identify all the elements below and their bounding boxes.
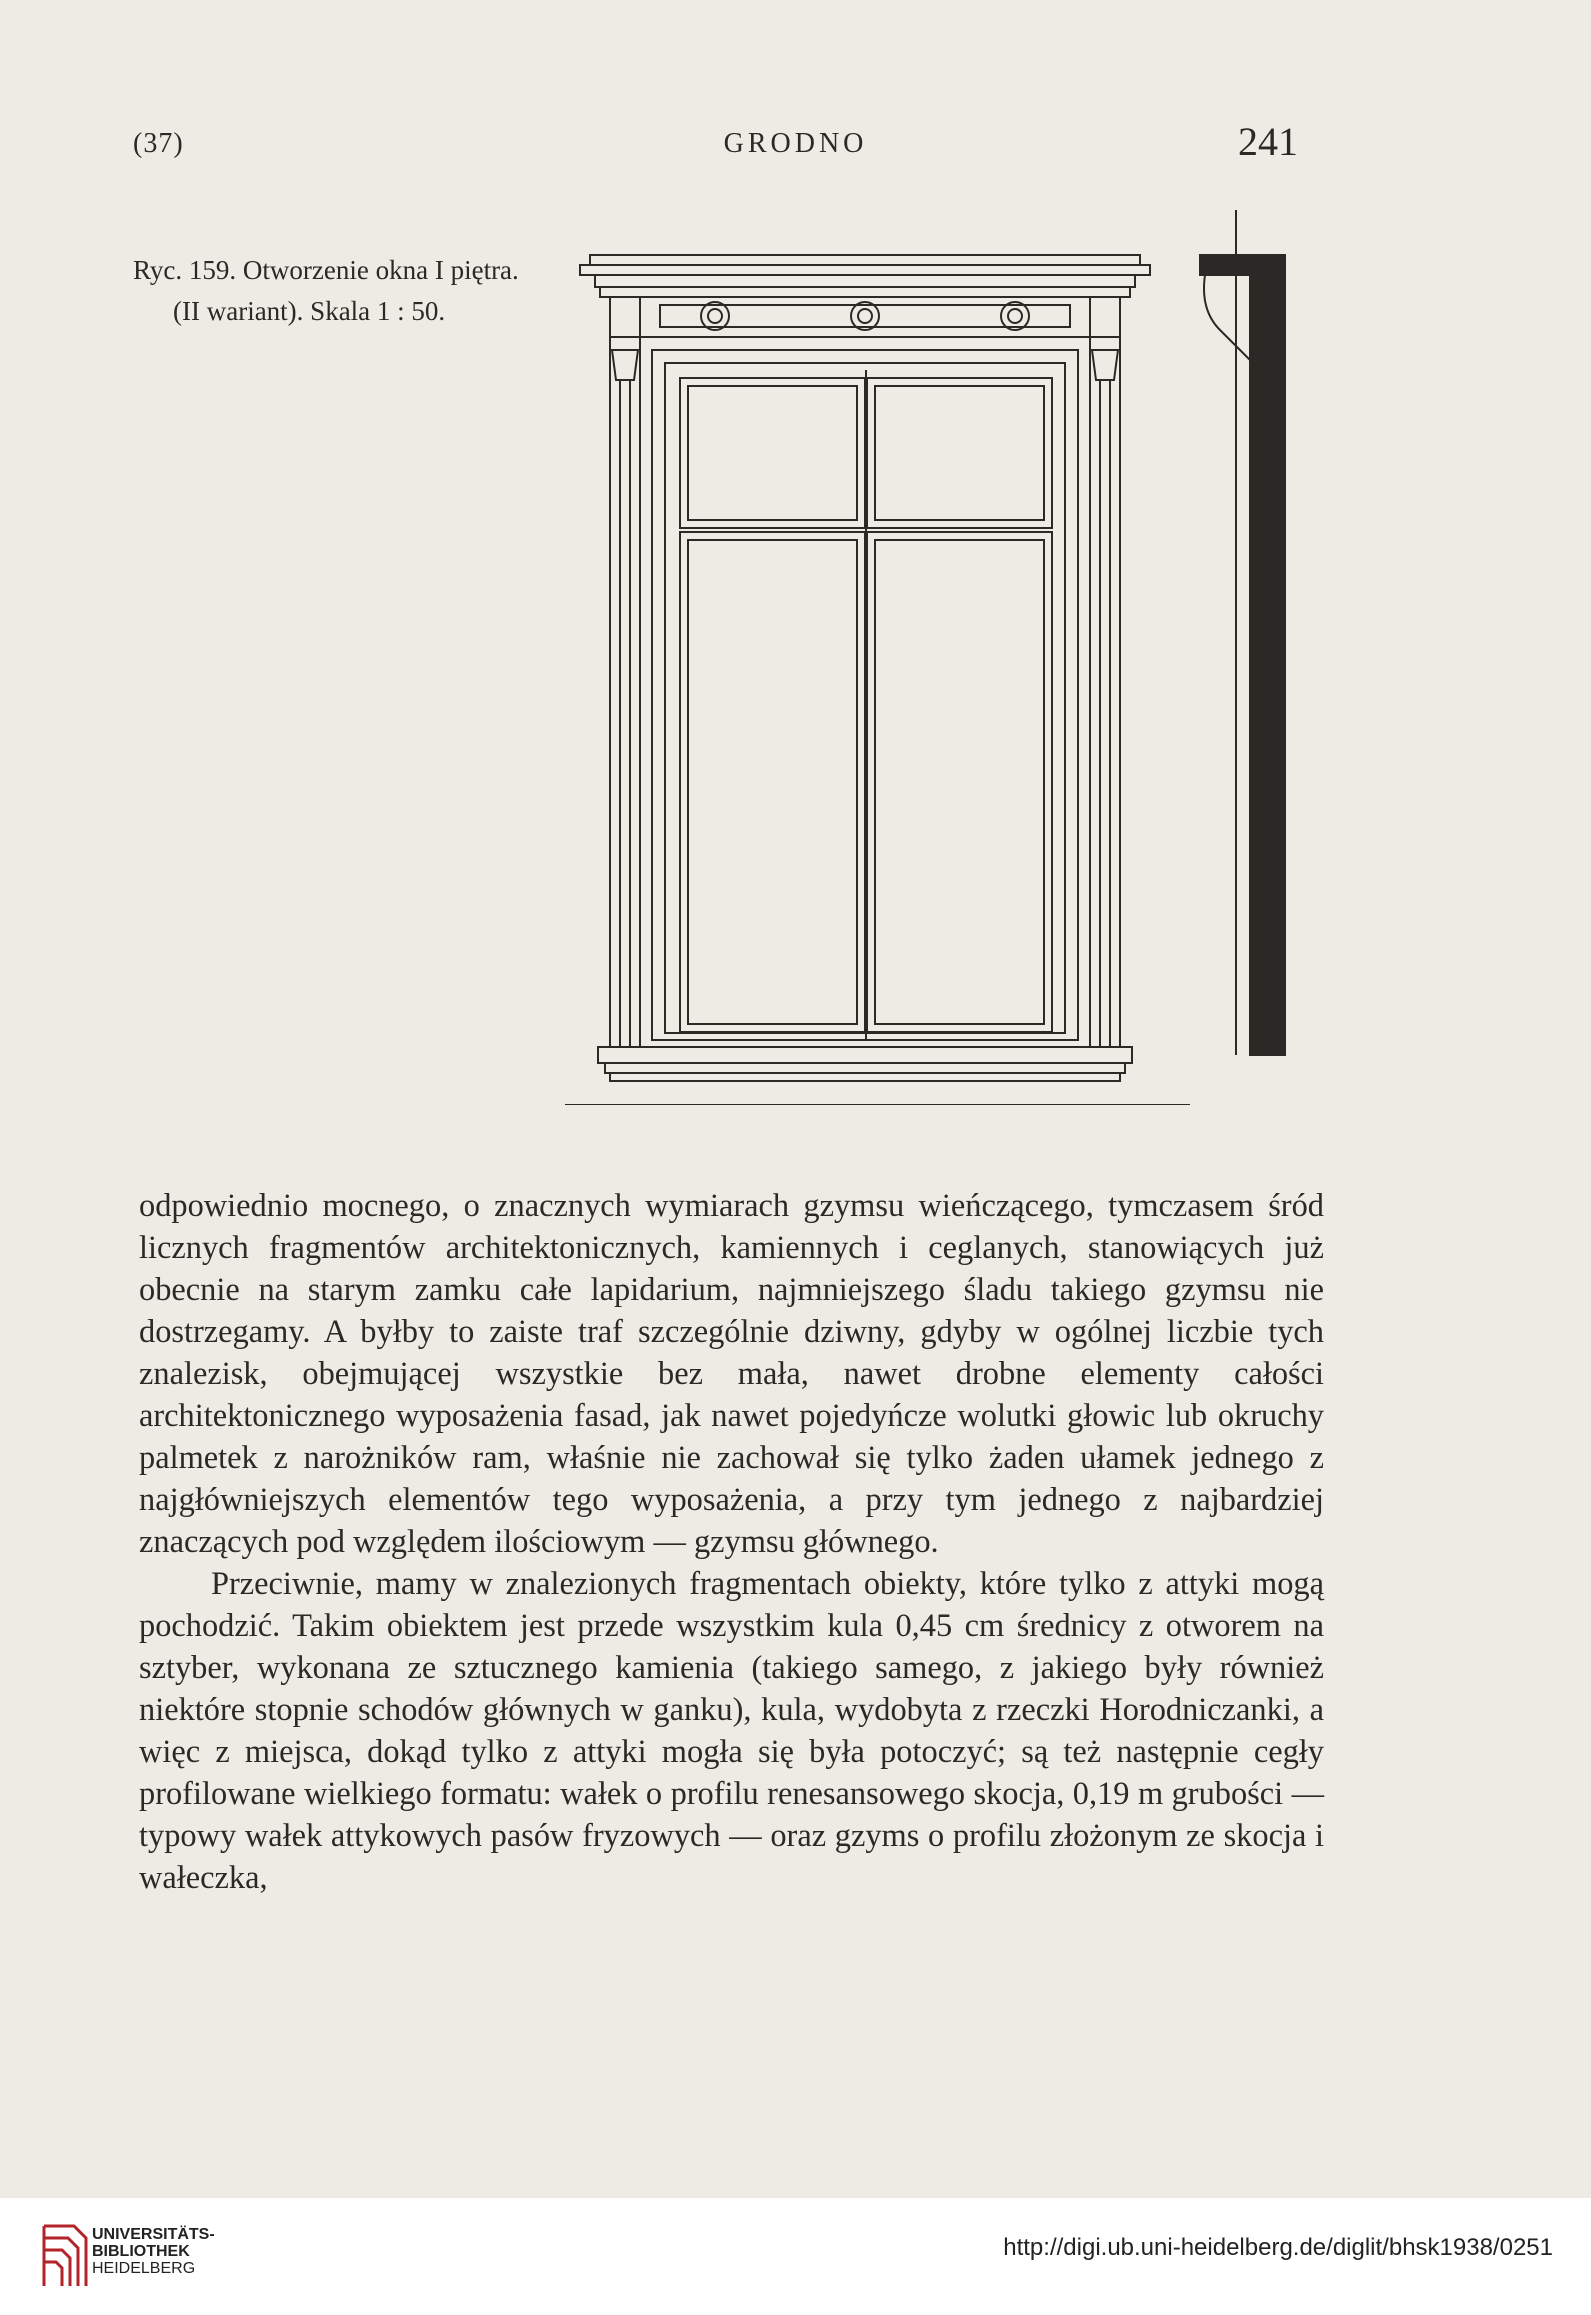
source-url-link[interactable]: http://digi.ub.uni-heidelberg.de/diglit/bhsk1938/0251 — [1003, 2234, 1553, 2261]
page-number: 241 — [1238, 119, 1298, 164]
library-footer — [0, 2198, 1591, 2315]
cornice — [580, 255, 1150, 297]
paragraph-1: odpowiednio mocnego, o znacznych wymiarach gzymsu wieńczącego, tymczasem śród licznych fragmentów architektonicznych, kamiennych i ceglanych, stanowiących już obecnie na starym zamku całe lapidarium, najmniejszego śladu takiego gzymsu nie dostrzegamy. A byłby to zaiste traf szczególnie dziwny, gdyby w ogólnej liczbie tych znalezisk, obejmującej wszystkie bez mała, nawet drobne elementy całości architektonicznego wyposażenia fasad, jak nawet pojedyńcze wolutki głowic lub okruchy palmetek z narożników ram, właśnie nie zachował się tylko żaden ułamek jednego z najgłówniejszych elementów tego wyposażenia, a przy tym jednego z najbardziej znaczących pod względem ilościowym — gzymsu głównego. — [139, 1188, 1324, 1560]
running-head: GRODNO — [723, 128, 868, 159]
body-text — [139, 1185, 1324, 1899]
caption-line-1: Ryc. 159. Otworzenie okna I piętra. — [133, 255, 519, 285]
window-sashes — [680, 370, 1052, 1040]
library-logo-icon — [36, 2216, 96, 2296]
library-name-line-1: UNIVERSITÄTS- — [92, 2226, 215, 2243]
figure-caption — [133, 250, 573, 332]
caption-line-2: (II wariant). Skala 1 : 50. — [173, 296, 446, 326]
frieze-with-rosettes — [610, 297, 1120, 337]
library-name — [92, 2226, 215, 2277]
library-name-line-2: BIBLIOTHEK — [92, 2243, 190, 2260]
chapter-number: (37) — [133, 128, 184, 159]
window-elevation-drawing — [560, 210, 1320, 1105]
side-profile — [1200, 210, 1285, 1055]
library-name-line-3: HEIDELBERG — [92, 2260, 196, 2277]
window-sill — [598, 1047, 1132, 1081]
paragraph-2: Przeciwnie, mamy w znalezionych fragmentach obiekty, które tylko z attyki mogą pochodzić. Takim obiektem jest przede wszystkim kula 0,45 cm średnicy z otworem na sztyber, wykonana ze sztucznego kamienia (takiego samego, z jakiego były również niektóre stopnie schodów głównych w ganku), kula, wydobyta z rzeczki Horodniczanki, a więc z miejsca, dokąd tylko z attyki mogła się była potoczyć; są też następnie cegły profilowane wielkiego formatu: wałek o profilu renesansowego skocja, 0,19 m grubości — typowy wałek attykowych pasów fryzowych — oraz gzyms o profilu złożonym ze skocja i wałeczka, — [139, 1566, 1324, 1896]
